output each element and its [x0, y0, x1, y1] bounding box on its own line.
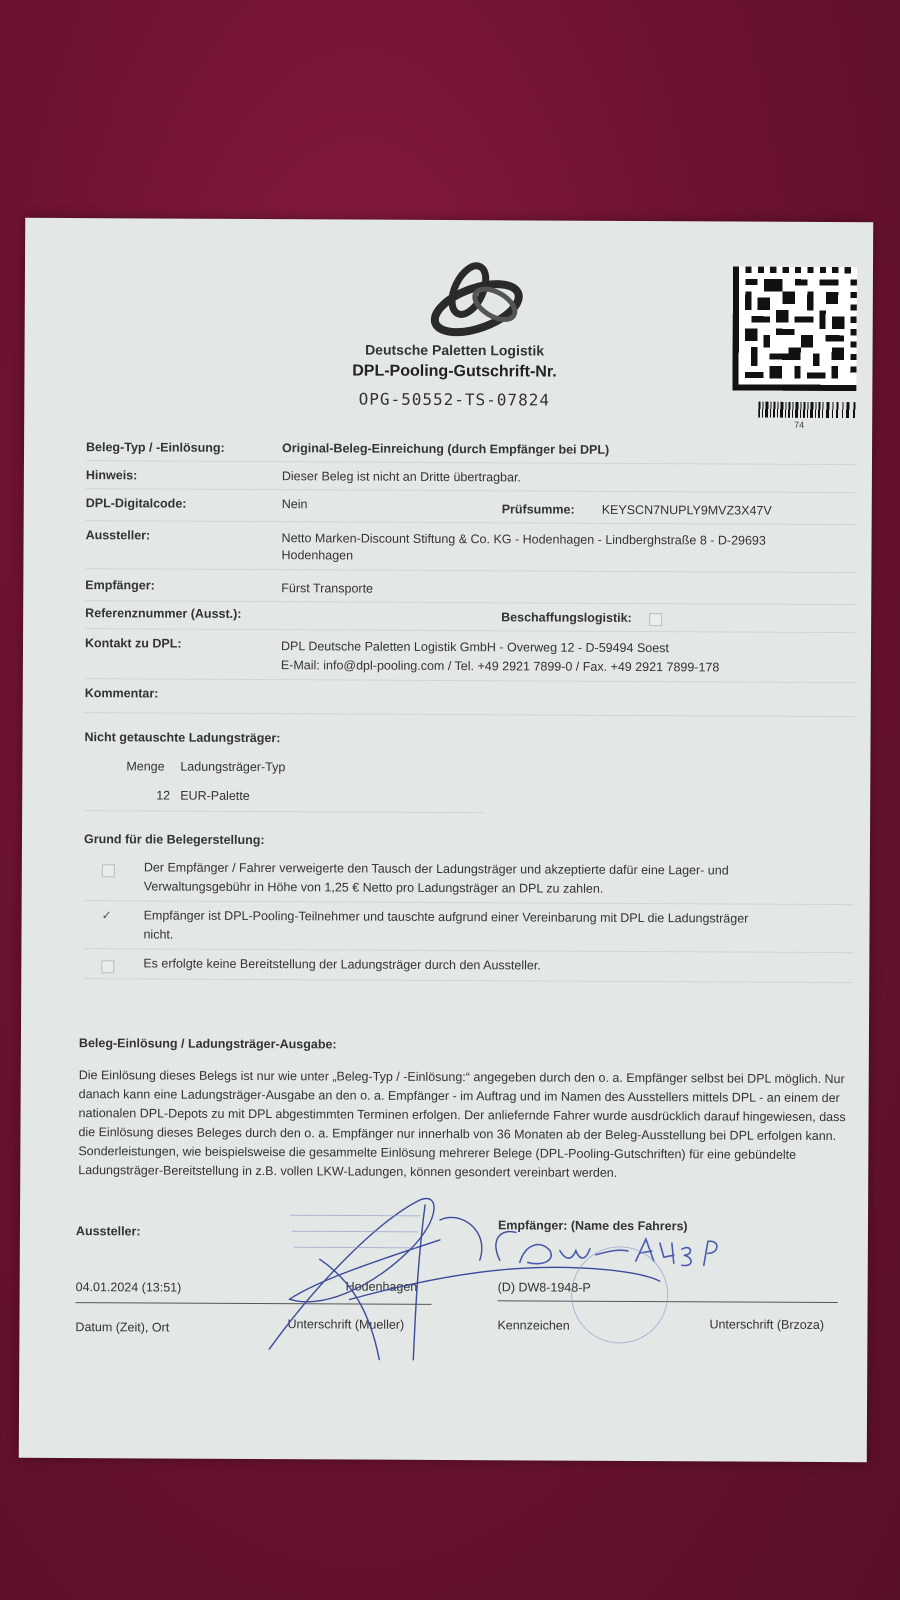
kontakt-value-line2: E-Mail: info@dpl-pooling.com / Tel. +49 2921 7899-0 / Fax. +49 2921 7899-178	[280, 658, 720, 675]
sig-datum-label: Datum (Zeit), Ort	[75, 1320, 170, 1335]
hinweis-label: Hinweis:	[85, 468, 138, 483]
sig-unterschrift-empfaenger: Unterschrift (Brzoza)	[709, 1317, 825, 1332]
digitalcode-value: Nein	[281, 497, 308, 512]
sig-place: Hodenhagen	[345, 1279, 418, 1294]
sig-unterschrift-aussteller: Unterschrift (Mueller)	[287, 1317, 405, 1332]
divider	[84, 900, 854, 905]
dpl-logo-icon	[425, 260, 535, 341]
signature-line-left	[76, 1302, 432, 1305]
reason-1-line1: Der Empfänger / Fahrer verweigerte den Tausch der Ladungsträger und akzeptierte dafür eine Lager- und	[143, 860, 729, 878]
reasons-heading: Grund für die Belegerstellung:	[83, 832, 265, 848]
signature-line-right	[498, 1300, 838, 1303]
redemption-heading: Beleg-Einlösung / Ladungsträger-Ausgabe:	[78, 1036, 337, 1052]
reason-2-line2: nicht.	[143, 927, 174, 942]
divider	[85, 568, 855, 573]
reason-1-checkbox[interactable]	[102, 864, 115, 877]
pruefsumme-label: Prüfsumme:	[501, 502, 575, 517]
empfaenger-label: Empfänger:	[85, 578, 155, 593]
kommentar-label: Kommentar:	[84, 686, 159, 701]
barcode-icon	[758, 402, 858, 419]
pruefsumme-value: KEYSCN7NUPLY9MVZ3X47V	[601, 502, 772, 518]
reason-1-line2: Verwaltungsgebühr in Höhe von 1,25 € Netto pro Ladungsträger an DPL zu zahlen.	[143, 879, 604, 896]
carriers-col-type: Ladungsträger-Typ	[180, 759, 286, 775]
beleg-typ-value: Original-Beleg-Einreichung (durch Empfänger bei DPL)	[282, 441, 610, 457]
carrier-row-type: EUR-Palette	[180, 788, 250, 803]
divider	[85, 600, 855, 605]
sig-empfaenger-label: Empfänger: (Name des Fahrers)	[497, 1218, 688, 1234]
kontakt-label: Kontakt zu DPL:	[84, 636, 182, 651]
aussteller-label: Aussteller:	[85, 528, 151, 543]
sig-kennzeichen-label: Kennzeichen	[497, 1318, 570, 1333]
divider	[86, 520, 856, 525]
reason-2-checked-icon[interactable]: ✓	[101, 908, 112, 923]
reason-2-text	[143, 906, 833, 948]
beschaffungslogistik-label: Beschaffungslogistik:	[501, 610, 632, 625]
referenznummer-label: Referenznummer (Ausst.):	[85, 606, 242, 621]
divider	[83, 948, 853, 953]
hinweis-value: Dieser Beleg ist nicht an Dritte übertragbar.	[281, 469, 521, 485]
sig-aussteller-label: Aussteller:	[75, 1224, 141, 1239]
reason-2-line1: Empfänger ist DPL-Pooling-Teilnehmer und tauschte aufgrund einer Vereinbarung mit DPL die Ladungsträger	[143, 908, 749, 926]
carriers-col-qty: Menge	[126, 759, 165, 774]
reason-3-text	[143, 954, 833, 977]
divider	[86, 460, 856, 465]
company-name: Deutsche Paletten Logistik	[365, 341, 545, 359]
digitalcode-label: DPL-Digitalcode:	[85, 496, 187, 511]
document-title: DPL-Pooling-Gutschrift-Nr.	[352, 362, 557, 381]
reason-3-checkbox[interactable]	[101, 960, 114, 973]
reason-1-text	[144, 858, 834, 900]
sig-plate: (D) DW8-1948-P	[497, 1280, 591, 1295]
document-sheet	[19, 218, 873, 1462]
datamatrix-code-icon	[732, 266, 857, 391]
reason-3-line1: Es erfolgte keine Bereitstellung der Ladungsträger durch den Aussteller.	[143, 956, 541, 973]
redemption-text: Die Einlösung dieses Belegs ist nur wie unter „Beleg-Typ / -Einlösung:“ angegeben durch den o. a. Empfänger selbst bei DPL möglich. Nur danach kann eine Ladungsträger-Ausgabe an den o. a. Empfänger - im Auftrag und im Namen des Ausstellers mittels DPL - an einem der nationalen DPL-Depots zu mit DPL abgestimmten Terminen erfolgen. Der anliefernde Fahrer wurde ausdrücklich darauf hingewiesen, dass die Einlösung dieses Beleges durch den o. a. Empfänger nur innerhalb von 36 Monaten ab der Beleg-Ausstellung bei DPL erfolgen kann. Sonderleistungen, wie beispielsweise die gesammelte Einlösung mehrerer Belege (DPL-Pooling-Gutschriften) für eine gebündelte Ladungsträger-Bereitstellung in z.B. vollen LKW-Ladungen, können gesondert vereinbart werden.	[78, 1068, 846, 1180]
divider	[85, 628, 855, 633]
carrier-row-qty: 12	[156, 788, 171, 803]
aussteller-value-line2: Hodenhagen	[281, 548, 354, 563]
barcode-number: 74	[794, 419, 805, 430]
divider	[83, 978, 853, 983]
empfaenger-value: Fürst Transporte	[281, 581, 374, 596]
document-number: OPG-50552-TS-07824	[358, 389, 551, 410]
kontakt-value-line1: DPL Deutsche Paletten Logistik GmbH - Overweg 12 - D-59494 Soest	[280, 639, 669, 656]
divider	[85, 712, 855, 717]
beleg-typ-label: Beleg-Typ / -Einlösung:	[86, 440, 225, 455]
divider	[85, 678, 855, 683]
divider	[86, 488, 856, 493]
aussteller-value-line1: Netto Marken-Discount Stiftung & Co. KG - Hodenhagen - Lindberghstraße 8 - D-29693	[281, 531, 766, 548]
beschaffungslogistik-checkbox[interactable]	[649, 613, 662, 626]
divider	[84, 810, 484, 813]
sig-date: 04.01.2024 (13:51)	[75, 1280, 182, 1295]
carriers-heading: Nicht getauschte Ladungsträger:	[84, 730, 281, 746]
